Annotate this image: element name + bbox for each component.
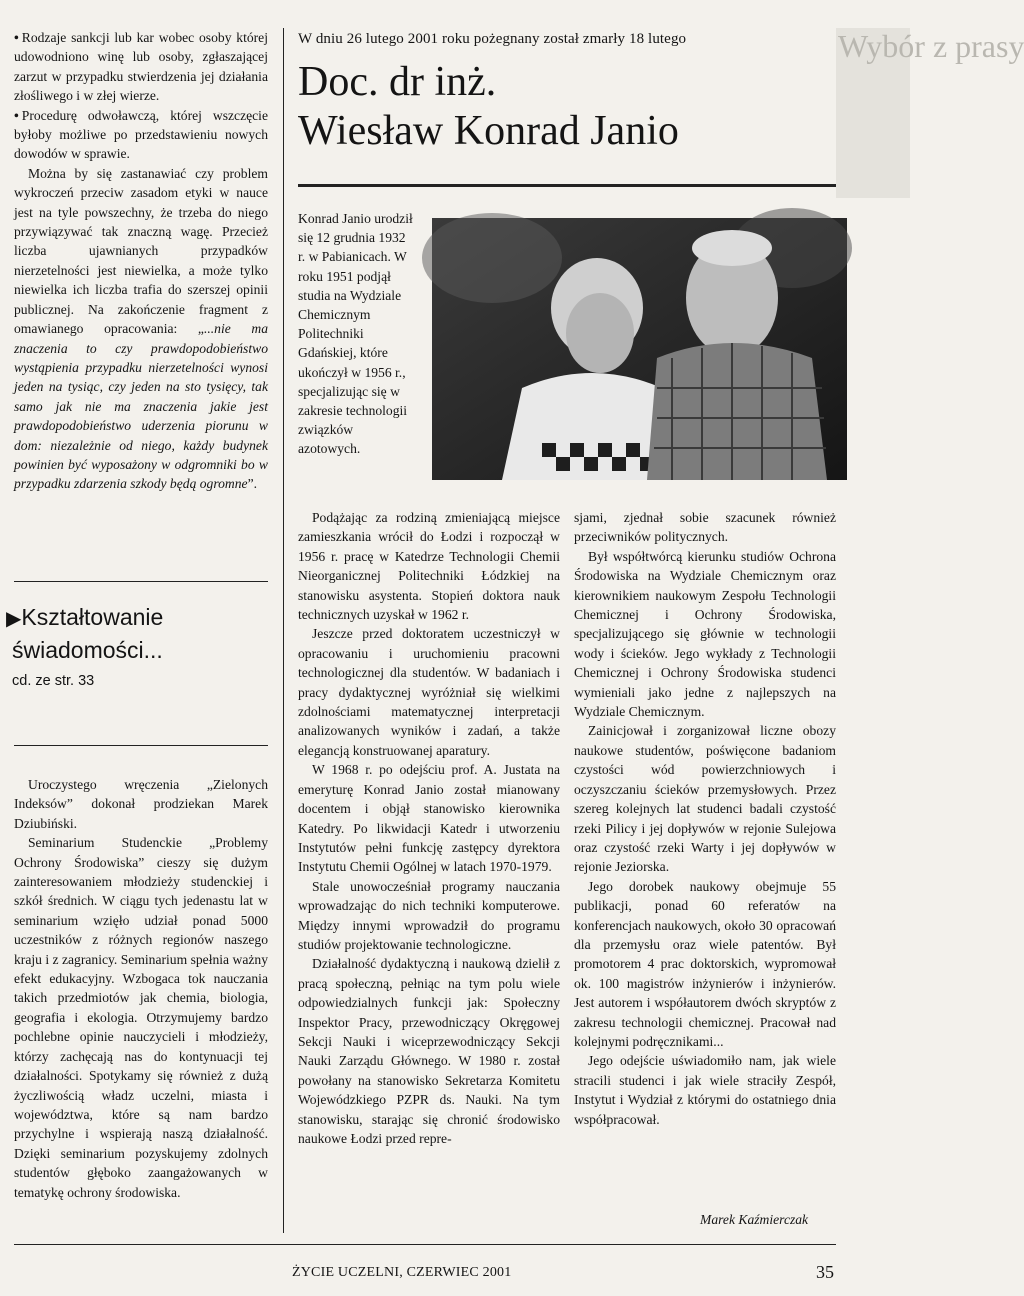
- bullet-icon: •: [14, 107, 19, 123]
- paragraph: Można by się zastanawiać czy problem wykroczeń przeciw zasadom etyki w nauce jest na tyle powszechny, że trzeba do niego przywiązywać tak znaczną wagę. Przecież liczba ujawnianych przypadków nierzetelności jest niewielka, a może tylko niewielka ich liczba trafia do szerszej opinii publicznej. Na zakończenie fragment z omawianego opracowania: „...nie ma znaczenia to czy prawdopodobieństwo wystąpienia przypadku nierzetelności wynosi jeden na tysiąc, czy jeden na sto tysięcy, tak samo jak nie ma znaczenia jakie jest prawdopodobieństwo uderzenia piorunu w dom: niezależnie od niego, każdy budynek powinien być wyposażony w odgromniki bo w przypadku zdarzenia szkody będą ogromne”.: [14, 165, 268, 492]
- arrow-right-icon: ▶: [6, 608, 22, 630]
- article-title: Doc. dr inż. Wiesław Konrad Janio: [298, 59, 679, 154]
- bullet-icon: •: [14, 30, 19, 45]
- article-column-middle: [298, 508, 560, 1148]
- quotation: ...nie ma znaczenia to czy prawdopodobieństwo wystąpienia przypadku nierzetelności wynosi jeden na tysiąc, czy jeden na sto tysięcy, tak samo jak nie ma znaczenia jakie jest prawdopodobieństwo uderzenia piorunu w dom: niezależnie od niego, każdy budynek powinien być wyposażony w odgromniki bo w przypadku zdarzenia szkody będą ogromne: [14, 321, 268, 492]
- left-column-bottom: [14, 775, 268, 1202]
- paragraph: Zainicjował i zorganizował liczne obozy naukowe studentów, poświęcone badaniom czystości wód powierzchniowych i oczyszczaniu ścieków przemysłowych. Przez szereg kolejnych lat studenci badali czystość rzeki Pilicy i jej dopływów w rejonie Sulejowa oraz czystość rzeki Warty i jej dopływów w rejonie Jeziorska.: [574, 723, 836, 875]
- paragraph: sjami, zjednał sobie szacunek również przeciwników politycznych.: [574, 510, 836, 545]
- paragraph: Seminarium Studenckie „Problemy Ochrony Środowiska” cieszy się dużym zainteresowaniem młodzieży studenckiej i szkół średnich. W ciągu tych jedenastu lat w seminarium wzięło udział ponad 5000 uczestników z różnych regionów naszego kraju i z zagranicy. Seminarium spełnia ważny efekt edukacyjny. Wzbogaca tok nauczania takich przedmiotów jak chemia, biologia, geografia i ekologia. Otrzymujemy bardzo pochlebne opinie nauczycieli i młodzieży, którzy zachęcają nas do kontynuacji tej działalności. Spotykamy się również z dużą życzliwością władz uczelni, miasta i województwa, które są nam bardzo przychylne i wspierają naszą działalność. Dzięki seminarium pozyskujemy zdolnych studentów głęboko zaangażowanych w tematykę ochrony środowiska.: [14, 835, 268, 1200]
- divider: [14, 745, 268, 746]
- photo-couple-image: [432, 218, 847, 480]
- portrait-photo: [432, 218, 847, 480]
- article-intro: Konrad Janio urodził się 12 grudnia 1932 r. w Pabianicach. W roku 1951 podjął studia na Wydziale Chemicznym Politechniki Gdańskiej, które ukończył w 1956 r., specjalizując się w zakresie technologii związków azotowych.: [298, 211, 413, 457]
- footer-rule: [14, 1244, 836, 1245]
- continued-from: cd. ze str. 33: [12, 673, 95, 689]
- paragraph: Był współtwórcą kierunku studiów Ochrona Środowiska na Wydziale Chemicznym oraz kierownikiem naukowym Zespołu Technologii Chemicznej i Ochrony Środowiska, specjalizującego się głównie w technologii wody i ścieków. Jego wykłady z Technologii Chemicznej i Ochrony Środowiska studenci wymieniali jako jedne z najlepszych na Wydziale Chemicznym.: [574, 548, 836, 720]
- paragraph: Jego odejście uświadomiło nam, jak wiele stracili studenci i jak wiele straciły Zespół, Instytut i Wydział z którymi do ostatniego dnia współpracował.: [574, 1053, 836, 1127]
- author-signature: Marek Kaźmierczak: [700, 1212, 809, 1227]
- paragraph: Jeszcze przed doktoratem uczestniczył w opracowaniu i uruchomieniu pracowni technologicznej dla studentów. W badaniach i pracy dydaktycznej wyróżniał się wielkimi zdolnościami matematycznej interpretacji analizowanych wyników i zadań, a także elegancją konstruowanej aparatury.: [298, 626, 560, 758]
- article-kicker: W dniu 26 lutego 2001 roku pożegnany został zmarły 18 lutego: [298, 31, 687, 47]
- bullet-item: • Procedurę odwoławczą, której wszczęcie byłoby możliwe po przedstawieniu nowych dowodów w sprawie.: [14, 107, 268, 162]
- title-rule: [298, 184, 836, 187]
- article-column-right: [574, 508, 836, 1129]
- paragraph: Działalność dydaktyczną i naukową dzielił z pracą społeczną, pełniąc na tym polu wiele odpowiedzialnych funkcji jak: Społeczny Inspektor Pracy, przewodniczący Okręgowej Sekcji Nauki i wiceprzewodniczący Sekcji Nauki Zarządu Głównego. W 1980 r. został powołany na stanowisko Sekretarza Komitetu Wojewódzkiego PZPR ds. Nauki. Na tym stanowisku, starając się chronić środowisko naukowe Łodzi przed repre-: [298, 956, 560, 1146]
- column-divider: [283, 28, 284, 1233]
- left-column-top: [14, 28, 268, 494]
- bullet-item: • Rodzaje sankcji lub kar wobec osoby której udowodniono winę lub osoby, zgłaszającej zarzut w przypadku stwierdzenia jej działania złośliwego i w złej wierze.: [14, 30, 268, 104]
- paragraph: Stale unowocześniał programy nauczania wprowadzając do nich techniki komputerowe. Między innymi wprowadził do programu studiów projektowanie technologiczne.: [298, 878, 560, 952]
- divider: [14, 581, 268, 582]
- paragraph: W 1968 r. po odejściu prof. A. Justata na emeryturę Konrad Janio został mianowany docentem i objął stanowisko kierownika Katedry. Po likwidacji Katedr i utworzeniu Instytutów pełni funkcję zastępcy dyrektora Instytutu Chemii Ogólnej w latach 1970-1979.: [298, 762, 560, 875]
- page-number: 35: [816, 1262, 834, 1282]
- paragraph: Uroczystego wręczenia „Zielonych Indeksów” dokonał prodziekan Marek Dziubiński.: [14, 777, 268, 831]
- journal-footer: ŻYCIE UCZELNI, CZERWIEC 2001: [292, 1265, 512, 1280]
- paragraph: Jego dorobek naukowy obejmuje 55 publikacji, ponad 60 referatów na konferencjach naukowych, około 30 opracowań dla przemysłu oraz wiele patentów. Był promotorem 4 prac doktorskich, wypromował ok. 100 magistrów inżynierów i inżynierów. Jest autorem i współautorem dwóch skryptów z zakresu technologii chemicznej. Pracował nad kolejnymi podręcznikami...: [574, 878, 836, 1049]
- adjacent-page-title: Wybór z prasy: [838, 28, 1024, 64]
- paragraph: Podążając za rodziną zmieniającą miejsce zamieszkania wrócił do Łodzi i rozpoczął w 1956 r. pracę w Katedrze Technologii Chemii Nieorganicznej Politechniki Łódzkiej na stanowisku asystenta. Stopień doktora nauk technicznych uzyskał w 1962 r.: [298, 510, 560, 623]
- section-heading: ▶Kształtowanie świadomości... cd. ze str. 33: [6, 602, 268, 697]
